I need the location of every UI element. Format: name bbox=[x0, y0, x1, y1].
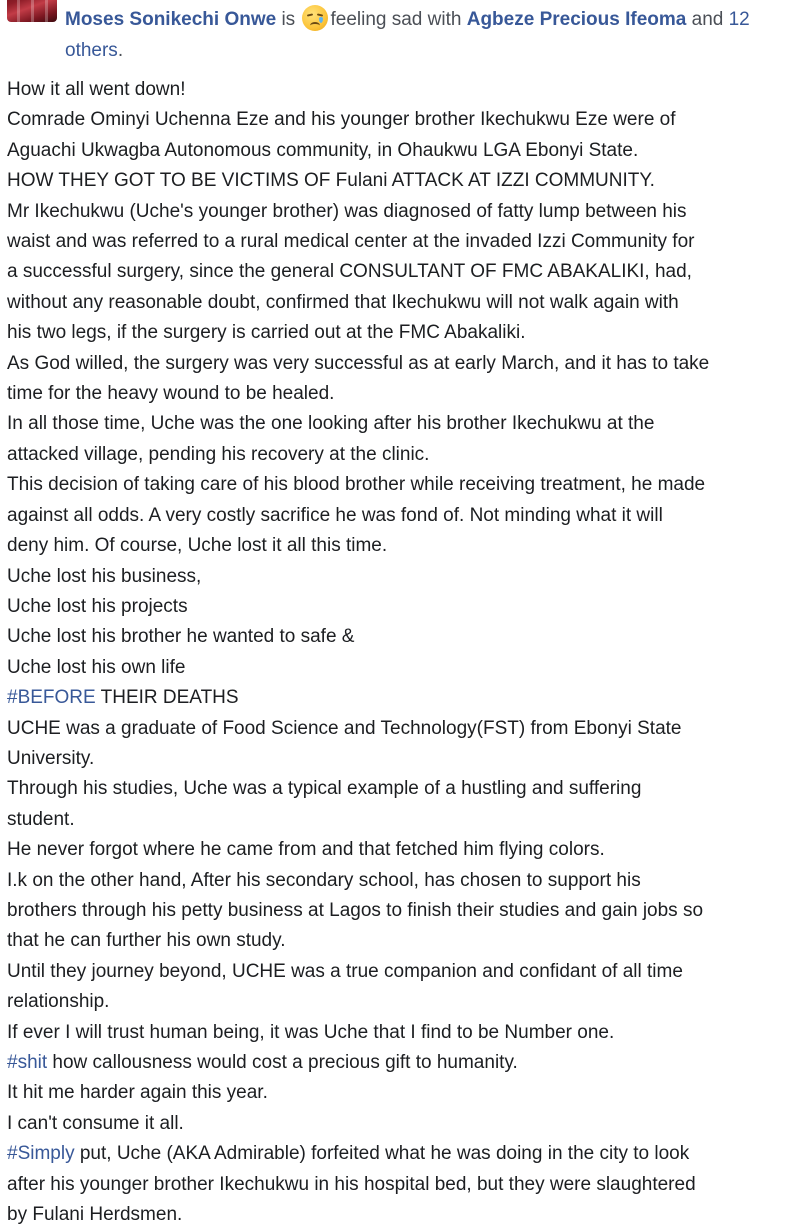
is-text: is bbox=[281, 9, 296, 30]
body-line: I can't consume it all. bbox=[7, 1112, 184, 1134]
simply-rest: put, Uche (AKA Admirable) forfeited what he was doing in the city to look bbox=[74, 1143, 690, 1165]
header-period: . bbox=[117, 40, 124, 61]
body-line: UCHE was a graduate of Food Science and Technology(FST) from Ebonyi State bbox=[7, 717, 682, 739]
body-line: It hit me harder again this year. bbox=[7, 1082, 268, 1104]
before-line bbox=[7, 683, 777, 713]
post-body bbox=[7, 75, 777, 1230]
shit-rest: how callousness would cost a precious gift to humanity. bbox=[47, 1052, 518, 1073]
body-line: brothers through his petty business at Lagos to finish their studies and gain jobs so bbox=[7, 899, 704, 921]
body-line: by Fulani Herdsmen. bbox=[7, 1204, 183, 1226]
body-line: against all odds. A very costly sacrifice he was fond of. Not minding what it will bbox=[7, 504, 663, 526]
hashtag-simply-link[interactable]: #Simply bbox=[7, 1143, 75, 1165]
body-line: without any reasonable doubt, confirmed that Ikechukwu will not walk again with bbox=[7, 291, 679, 313]
body-line: How it all went down! bbox=[7, 79, 186, 100]
others-count: 12 bbox=[728, 9, 750, 30]
body-line: Uche lost his own life bbox=[7, 656, 186, 678]
and-text: and bbox=[691, 9, 724, 30]
post-header-text bbox=[65, 4, 780, 66]
hashtag-shit-link[interactable]: #shit bbox=[7, 1052, 48, 1073]
before-rest: THEIR DEATHS bbox=[95, 687, 239, 709]
body-line: Uche lost his projects bbox=[7, 595, 188, 617]
body-line: student. bbox=[7, 808, 75, 830]
body-line: Through his studies, Uche was a typical example of a hustling and suffering bbox=[7, 778, 642, 800]
body-line: relationship. bbox=[7, 991, 110, 1013]
body-line: As God willed, the surgery was very successful as at early March, and it has to take bbox=[7, 352, 710, 374]
tagged-friend-link[interactable]: Agbeze Precious Ifeoma bbox=[466, 9, 687, 30]
body-line: a successful surgery, since the general CONSULTANT OF FMC ABAKALIKI, had, bbox=[7, 261, 692, 283]
body-line: I.k on the other hand, After his secondary school, has chosen to support his bbox=[7, 869, 641, 891]
body-line: University. bbox=[7, 747, 95, 769]
post-header bbox=[0, 0, 800, 70]
body-line: HOW THEY GOT TO BE VICTIMS OF Fulani ATTACK AT IZZI COMMUNITY. bbox=[7, 170, 655, 192]
body-line: after his younger brother Ikechukwu in his hospital bed, but they were slaughtered bbox=[7, 1173, 696, 1195]
feeling-text: feeling sad with bbox=[330, 9, 462, 30]
author-avatar[interactable] bbox=[7, 0, 57, 22]
body-line: In all those time, Uche was the one looking after his brother Ikechukwu at the bbox=[7, 413, 655, 435]
body-line: Aguachi Ukwagba Autonomous community, in Ohaukwu LGA Ebonyi State. bbox=[7, 139, 639, 161]
body-line: that he can further his own study. bbox=[7, 930, 286, 952]
body-line: Comrade Ominyi Uchenna Eze and his younger brother Ikechukwu Eze were of bbox=[7, 109, 676, 131]
body-line: deny him. Of course, Uche lost it all this time. bbox=[7, 535, 388, 557]
body-line: Uche lost his brother he wanted to safe & bbox=[7, 626, 355, 648]
body-line: attacked village, pending his recovery at the clinic. bbox=[7, 443, 430, 465]
shit-line bbox=[7, 1048, 777, 1078]
body-line: time for the heavy wound to be healed. bbox=[7, 383, 335, 405]
hashtag-before-link[interactable]: #BEFORE bbox=[7, 687, 96, 709]
body-line: This decision of taking care of his blood brother while receiving treatment, he made bbox=[7, 474, 706, 496]
body-line: If ever I will trust human being, it was Uche that I find to be Number one. bbox=[7, 1021, 615, 1043]
simply-line bbox=[7, 1139, 777, 1169]
others-text: others bbox=[65, 40, 118, 61]
body-line: Uche lost his business, bbox=[7, 565, 202, 587]
body-line: Mr Ikechukwu (Uche's younger brother) was diagnosed of fatty lump between his bbox=[7, 200, 687, 222]
sad-face-icon bbox=[302, 5, 328, 31]
author-name-link[interactable]: Moses Sonikechi Onwe bbox=[65, 9, 277, 30]
body-line: waist and was referred to a rural medical center at the invaded Izzi Community for bbox=[7, 231, 695, 253]
body-line: He never forgot where he came from and that fetched him flying colors. bbox=[7, 839, 605, 861]
body-line: Until they journey beyond, UCHE was a true companion and confidant of all time bbox=[7, 960, 683, 982]
body-line: his two legs, if the surgery is carried out at the FMC Abakaliki. bbox=[7, 322, 526, 344]
